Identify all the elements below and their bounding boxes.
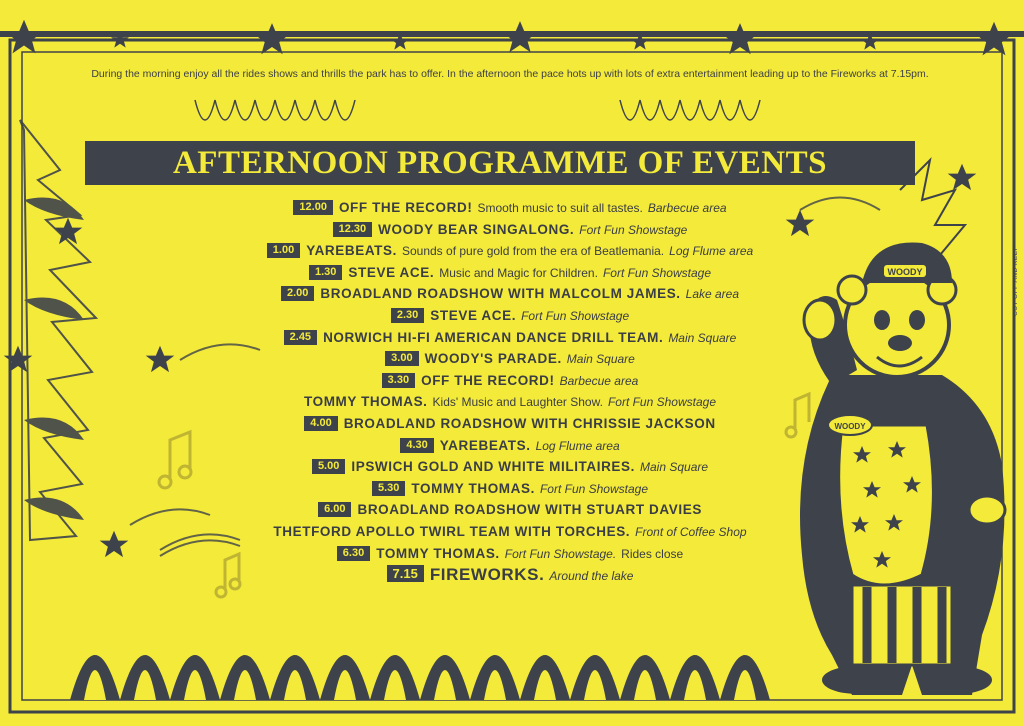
event-row	[150, 564, 870, 586]
event-act: NORWICH HI-FI AMERICAN DANCE DRILL TEAM.	[323, 329, 664, 345]
event-time: 12.30	[333, 222, 373, 237]
event-time: 6.30	[337, 546, 370, 561]
event-row	[150, 240, 870, 262]
bottom-arches	[70, 655, 770, 700]
event-act: STEVE ACE.	[430, 307, 517, 323]
event-time: 12.00	[293, 200, 333, 215]
event-act: OFF THE RECORD!	[338, 200, 473, 215]
event-time: 3.00	[385, 351, 418, 366]
event-description: Music and Magic for Children.	[439, 265, 598, 280]
event-description: Sounds of pure gold from the era of Beatlemania.	[401, 244, 665, 259]
event-venue: Fort Fun Showstage	[579, 222, 688, 237]
event-venue: Barbecue area	[647, 201, 727, 215]
event-venue: Main Square	[668, 330, 737, 345]
event-row	[150, 413, 870, 435]
cap-label: WOODY	[887, 267, 923, 277]
event-act: STEVE ACE.	[348, 264, 435, 280]
event-row	[150, 478, 870, 500]
event-time: 5.00	[312, 459, 345, 474]
event-time: 1.00	[267, 243, 300, 258]
event-time: 2.00	[281, 286, 314, 301]
event-row	[150, 305, 870, 327]
event-act: TOMMY THOMAS.	[411, 480, 535, 496]
event-row	[150, 283, 870, 305]
event-act: YAREBEATS.	[439, 437, 531, 453]
event-act: TOMMY THOMAS.	[303, 394, 428, 410]
event-time: 2.30	[391, 308, 424, 323]
event-act: BROADLAND ROADSHOW WITH CHRISSIE JACKSON	[343, 415, 716, 431]
event-description: Smooth music to suit all tastes.	[477, 201, 643, 215]
event-act: WOODY'S PARADE.	[424, 351, 562, 367]
event-row	[150, 521, 870, 543]
event-venue: Barbecue area	[559, 373, 639, 388]
event-description: Kids' Music and Laughter Show.	[432, 395, 603, 410]
event-venue: Front of Coffee Shop	[635, 524, 747, 539]
event-row	[150, 499, 870, 521]
event-time: 6.00	[318, 502, 351, 517]
event-time: 5.30	[372, 481, 405, 496]
event-act: BROADLAND ROADSHOW WITH STUART DAVIES	[357, 502, 702, 518]
event-act: OFF THE RECORD!	[421, 372, 555, 388]
event-note: Rides close	[621, 546, 684, 561]
event-venue: Fort Fun Showstage	[602, 265, 711, 280]
event-row	[150, 219, 870, 241]
event-act: BROADLAND ROADSHOW WITH MALCOLM JAMES.	[320, 286, 681, 302]
badge-label: WOODY	[834, 422, 866, 431]
events-list	[150, 197, 870, 586]
event-venue: Around the lake	[549, 569, 634, 584]
event-time: 2.45	[284, 330, 317, 345]
event-row	[150, 327, 870, 349]
event-row	[150, 543, 870, 565]
event-time: 1.30	[309, 265, 342, 280]
event-time: 3.30	[382, 373, 415, 388]
event-row	[150, 197, 870, 219]
event-venue: Log Flume area	[669, 244, 754, 259]
event-row	[150, 262, 870, 284]
event-row	[150, 348, 870, 370]
event-row	[150, 456, 870, 478]
event-venue: Log Flume area	[535, 438, 620, 453]
event-act: WOODY BEAR SINGALONG.	[378, 221, 575, 237]
event-act: FIREWORKS.	[429, 565, 545, 585]
event-venue: Fort Fun Showstage.	[504, 546, 617, 561]
cut-off-note: CUT OFF AND KEEP	[1012, 245, 1019, 316]
event-act: IPSWICH GOLD AND WHITE MILITAIRES.	[351, 459, 635, 475]
event-time: 4.30	[400, 438, 433, 453]
event-row	[150, 370, 870, 392]
page-title: AFTERNOON PROGRAMME OF EVENTS	[85, 141, 915, 185]
event-venue: Fort Fun Showstage	[539, 481, 649, 496]
event-venue: Main Square	[640, 460, 709, 475]
event-venue: Fort Fun Showstage	[607, 395, 716, 410]
event-row	[150, 391, 870, 413]
event-venue: Fort Fun Showstage	[521, 308, 630, 323]
event-row	[150, 435, 870, 457]
event-act: THETFORD APOLLO TWIRL TEAM WITH TORCHES.	[273, 523, 631, 539]
event-act: TOMMY THOMAS.	[376, 545, 500, 561]
event-venue: Lake area	[685, 287, 740, 302]
event-time: 4.00	[304, 416, 337, 431]
event-time: 7.15	[387, 565, 424, 582]
event-venue: Main Square	[566, 352, 635, 367]
woody-bear-mascot	[772, 225, 1012, 705]
intro-text: During the morning enjoy all the rides shows and thrills the park has to offer. In the afternoon the pace hots up with lots of extra entertainment leading up to the Fireworks at 7.15pm.	[91, 68, 929, 80]
event-act: YAREBEATS.	[306, 243, 397, 259]
